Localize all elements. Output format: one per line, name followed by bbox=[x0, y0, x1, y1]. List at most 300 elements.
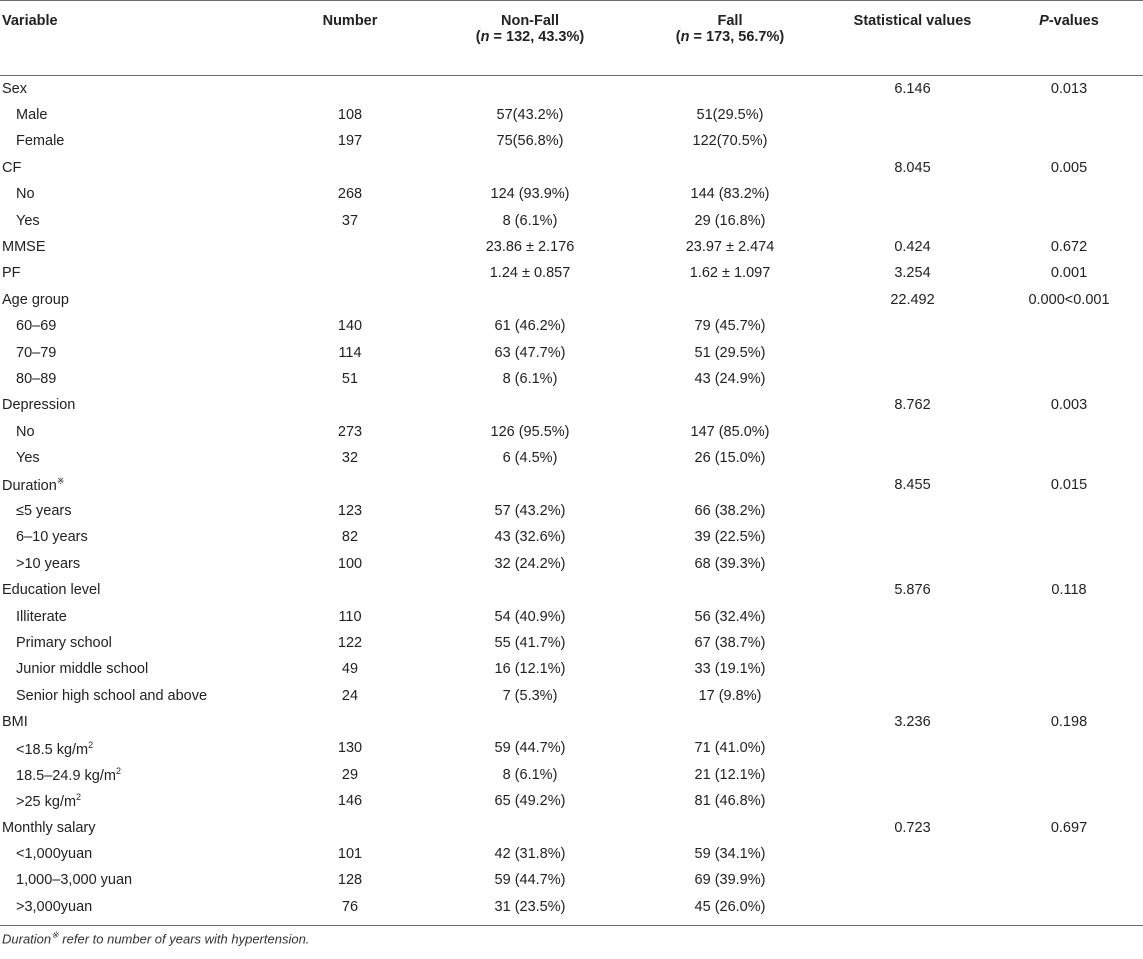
cell-nonfall bbox=[430, 735, 630, 761]
cell-variable-text: Depression bbox=[2, 397, 76, 414]
cell-number bbox=[270, 419, 430, 445]
cell-variable bbox=[0, 366, 270, 392]
cell-number bbox=[270, 709, 430, 735]
cell-p bbox=[995, 603, 1143, 629]
table-row bbox=[0, 814, 1143, 840]
table-row bbox=[0, 419, 1143, 445]
cell-number bbox=[270, 735, 430, 761]
cell-variable-text: No bbox=[16, 423, 35, 440]
cell-variable bbox=[0, 102, 270, 128]
cell-p bbox=[995, 313, 1143, 339]
cell-stat bbox=[830, 181, 995, 207]
cell-variable-text: ≤5 years bbox=[16, 502, 72, 519]
cell-nonfall-text: 59 (44.7%) bbox=[494, 872, 566, 889]
cell-stat bbox=[830, 260, 995, 286]
cell-number-text: 32 bbox=[341, 450, 359, 467]
cell-stat bbox=[830, 894, 995, 920]
cell-stat-text: 0.424 bbox=[894, 239, 931, 256]
cell-number-text: 101 bbox=[337, 846, 363, 863]
cell-nonfall bbox=[430, 419, 630, 445]
cell-fall bbox=[630, 207, 830, 233]
cell-stat bbox=[830, 656, 995, 682]
cell-stat bbox=[830, 603, 995, 629]
cell-fall bbox=[630, 445, 830, 471]
cell-fall bbox=[630, 814, 830, 840]
cell-variable-text: Yes bbox=[16, 212, 40, 229]
cell-nonfall bbox=[430, 709, 630, 735]
cell-stat-text: 8.455 bbox=[894, 476, 931, 493]
cell-nonfall-text: 124 (93.9%) bbox=[490, 186, 570, 203]
cell-fall-text: 51 (29.5%) bbox=[694, 344, 766, 361]
cell-number bbox=[270, 867, 430, 893]
cell-fall-text: 33 (19.1%) bbox=[694, 661, 766, 678]
cell-variable-text: >3,000yuan bbox=[16, 898, 93, 915]
cell-fall bbox=[630, 894, 830, 920]
cell-variable bbox=[0, 551, 270, 577]
cell-p-text: 0.005 bbox=[1050, 159, 1088, 176]
cell-number-text: 37 bbox=[341, 212, 359, 229]
table-row bbox=[0, 682, 1143, 708]
cell-number-text: 76 bbox=[341, 898, 359, 915]
cell-nonfall-text: 8 (6.1%) bbox=[502, 766, 558, 783]
table-row bbox=[0, 313, 1143, 339]
cell-p-text: 0.198 bbox=[1050, 714, 1088, 731]
cell-fall bbox=[630, 76, 830, 102]
cell-variable-sup: 2 bbox=[76, 792, 82, 803]
cell-p bbox=[995, 894, 1143, 920]
cell-fall bbox=[630, 603, 830, 629]
cell-stat-text: 0.723 bbox=[894, 819, 931, 836]
cell-p bbox=[995, 735, 1143, 761]
header-variable: Variable bbox=[2, 13, 58, 29]
cell-nonfall-text: 75(56.8%) bbox=[496, 133, 564, 150]
cell-nonfall bbox=[430, 445, 630, 471]
header-fall-rest: = 173, 56.7%) bbox=[689, 29, 785, 45]
cell-p bbox=[995, 260, 1143, 286]
table-row bbox=[0, 603, 1143, 629]
cell-p bbox=[995, 762, 1143, 788]
cell-p bbox=[995, 867, 1143, 893]
cell-number bbox=[270, 366, 430, 392]
header-nonfall: Non-Fall (n = 132, 43.3%) bbox=[475, 13, 585, 45]
cell-variable-text: Duration bbox=[2, 477, 57, 494]
cell-variable-text: No bbox=[16, 186, 35, 203]
cell-nonfall bbox=[430, 366, 630, 392]
cell-stat-text: 3.236 bbox=[894, 714, 931, 731]
cell-fall bbox=[630, 551, 830, 577]
cell-p bbox=[995, 841, 1143, 867]
cell-fall-text: 147 (85.0%) bbox=[690, 423, 770, 440]
cell-stat bbox=[830, 551, 995, 577]
header-nonfall-rest: = 132, 43.3%) bbox=[489, 29, 585, 45]
cell-nonfall-text: 57 (43.2%) bbox=[494, 502, 566, 519]
cell-variable bbox=[0, 287, 270, 313]
cell-variable-text: <1,000yuan bbox=[16, 846, 93, 863]
header-row bbox=[0, 1, 1143, 76]
cell-number-text: 29 bbox=[341, 766, 359, 783]
cell-nonfall bbox=[430, 181, 630, 207]
cell-stat bbox=[830, 102, 995, 128]
cell-stat bbox=[830, 313, 995, 339]
cell-stat-text: 8.045 bbox=[894, 159, 931, 176]
cell-fall-text: 51(29.5%) bbox=[696, 107, 764, 124]
cell-fall bbox=[630, 260, 830, 286]
header-p-rest: -values bbox=[1048, 13, 1099, 29]
header-fall-title: Fall bbox=[717, 13, 743, 29]
cell-nonfall-text: 54 (40.9%) bbox=[494, 608, 566, 625]
cell-fall bbox=[630, 577, 830, 603]
cell-variable bbox=[0, 339, 270, 365]
cell-number bbox=[270, 894, 430, 920]
cell-variable-text: <18.5 kg/m bbox=[16, 741, 89, 758]
cell-nonfall bbox=[430, 577, 630, 603]
cell-fall-text: 144 (83.2%) bbox=[690, 186, 770, 203]
table-row bbox=[0, 524, 1143, 550]
cell-fall-text: 39 (22.5%) bbox=[694, 529, 766, 546]
cell-stat bbox=[830, 682, 995, 708]
cell-p bbox=[995, 577, 1143, 603]
cell-nonfall-text: 59 (44.7%) bbox=[494, 740, 566, 757]
cell-number bbox=[270, 234, 430, 260]
cell-stat-text: 6.146 bbox=[894, 80, 931, 97]
table-row bbox=[0, 392, 1143, 418]
table-row bbox=[0, 630, 1143, 656]
bottom-rule bbox=[0, 925, 1143, 926]
cell-fall bbox=[630, 656, 830, 682]
cell-number bbox=[270, 445, 430, 471]
table-row bbox=[0, 234, 1143, 260]
cell-fall bbox=[630, 471, 830, 497]
cell-nonfall bbox=[430, 76, 630, 102]
cell-variable-text: Senior high school and above bbox=[16, 687, 208, 704]
cell-number bbox=[270, 841, 430, 867]
cell-nonfall-text: 1.24 ± 0.857 bbox=[489, 265, 571, 282]
cell-nonfall bbox=[430, 603, 630, 629]
cell-variable bbox=[0, 181, 270, 207]
cell-stat bbox=[830, 630, 995, 656]
cell-p-text: 0.672 bbox=[1050, 239, 1088, 256]
cell-number bbox=[270, 128, 430, 154]
header-stat: Statistical values bbox=[853, 13, 972, 29]
cell-fall-text: 23.97 ± 2.474 bbox=[685, 239, 775, 256]
cell-p-text: 0.000<0.001 bbox=[1028, 291, 1110, 308]
cell-variable bbox=[0, 524, 270, 550]
cell-fall bbox=[630, 841, 830, 867]
cell-fall bbox=[630, 419, 830, 445]
cell-p bbox=[995, 181, 1143, 207]
table-row bbox=[0, 656, 1143, 682]
cell-p bbox=[995, 498, 1143, 524]
cell-p bbox=[995, 339, 1143, 365]
cell-nonfall-text: 8 (6.1%) bbox=[502, 212, 558, 229]
cell-variable-sup: ※ bbox=[56, 475, 65, 486]
cell-variable bbox=[0, 577, 270, 603]
cell-stat bbox=[830, 287, 995, 313]
cell-fall bbox=[630, 682, 830, 708]
cell-variable bbox=[0, 735, 270, 761]
cell-number bbox=[270, 471, 430, 497]
cell-nonfall bbox=[430, 260, 630, 286]
cell-variable bbox=[0, 260, 270, 286]
cell-stat bbox=[830, 814, 995, 840]
cell-p bbox=[995, 392, 1143, 418]
cell-number bbox=[270, 392, 430, 418]
table-row bbox=[0, 762, 1143, 788]
table-row bbox=[0, 155, 1143, 181]
cell-stat-text: 5.876 bbox=[894, 582, 931, 599]
table-row bbox=[0, 366, 1143, 392]
table-row bbox=[0, 894, 1143, 920]
footnote-text: refer to number of years with hypertension. bbox=[58, 931, 310, 947]
cell-nonfall bbox=[430, 471, 630, 497]
cell-variable bbox=[0, 762, 270, 788]
cell-nonfall bbox=[430, 551, 630, 577]
cell-number bbox=[270, 814, 430, 840]
cell-p-text: 0.003 bbox=[1050, 397, 1088, 414]
cell-p-text: 0.118 bbox=[1051, 582, 1087, 599]
cell-p bbox=[995, 814, 1143, 840]
cell-variable bbox=[0, 498, 270, 524]
table-row bbox=[0, 339, 1143, 365]
cell-p bbox=[995, 419, 1143, 445]
cell-variable bbox=[0, 894, 270, 920]
cell-variable-text: >25 kg/m bbox=[16, 794, 77, 811]
cell-p bbox=[995, 366, 1143, 392]
cell-nonfall-text: 8 (6.1%) bbox=[502, 370, 558, 387]
table-row bbox=[0, 287, 1143, 313]
cell-number-text: 108 bbox=[337, 107, 363, 124]
cell-nonfall bbox=[430, 630, 630, 656]
cell-variable bbox=[0, 841, 270, 867]
table-row bbox=[0, 128, 1143, 154]
cell-nonfall bbox=[430, 841, 630, 867]
cell-number-text: 114 bbox=[338, 344, 362, 361]
cell-number bbox=[270, 788, 430, 814]
cell-nonfall bbox=[430, 656, 630, 682]
cell-number-text: 122 bbox=[337, 634, 363, 651]
cell-p bbox=[995, 788, 1143, 814]
cell-number-text: 51 bbox=[341, 370, 359, 387]
header-p-italic: P bbox=[1039, 13, 1049, 29]
cell-fall bbox=[630, 709, 830, 735]
table-row bbox=[0, 181, 1143, 207]
header-p bbox=[995, 1, 1143, 76]
cell-fall bbox=[630, 128, 830, 154]
cell-nonfall-text: 55 (41.7%) bbox=[494, 634, 566, 651]
cell-number bbox=[270, 76, 430, 102]
cell-stat-text: 8.762 bbox=[894, 397, 931, 414]
table-row bbox=[0, 788, 1143, 814]
cell-fall-text: 45 (26.0%) bbox=[694, 898, 766, 915]
cell-fall bbox=[630, 287, 830, 313]
cell-variable-text: 80–89 bbox=[16, 370, 57, 387]
cell-p bbox=[995, 656, 1143, 682]
cell-variable-text: 70–79 bbox=[16, 344, 57, 361]
cell-stat bbox=[830, 155, 995, 181]
table-row bbox=[0, 577, 1143, 603]
cell-variable bbox=[0, 788, 270, 814]
cell-nonfall-text: 23.86 ± 2.176 bbox=[485, 239, 575, 256]
cell-fall bbox=[630, 366, 830, 392]
table-row bbox=[0, 76, 1143, 102]
cell-variable bbox=[0, 630, 270, 656]
cell-nonfall-text: 126 (95.5%) bbox=[490, 423, 570, 440]
table-row bbox=[0, 867, 1143, 893]
table-row bbox=[0, 709, 1143, 735]
footnote-sup: ※ bbox=[51, 930, 59, 940]
cell-nonfall bbox=[430, 788, 630, 814]
cell-number-text: 110 bbox=[338, 608, 362, 625]
cell-variable-sup: 2 bbox=[115, 765, 121, 776]
cell-fall-text: 59 (34.1%) bbox=[694, 846, 766, 863]
cell-number bbox=[270, 762, 430, 788]
cell-variable bbox=[0, 656, 270, 682]
cell-fall bbox=[630, 155, 830, 181]
cell-number bbox=[270, 603, 430, 629]
table-row bbox=[0, 551, 1143, 577]
cell-p-text: 0.015 bbox=[1050, 476, 1088, 493]
cell-fall-text: 66 (38.2%) bbox=[694, 502, 766, 519]
cell-p bbox=[995, 682, 1143, 708]
header-nonfall-n: n bbox=[480, 29, 490, 45]
cell-p bbox=[995, 551, 1143, 577]
cell-fall-text: 56 (32.4%) bbox=[694, 608, 766, 625]
cell-nonfall-text: 63 (47.7%) bbox=[494, 344, 566, 361]
cell-variable bbox=[0, 867, 270, 893]
cell-nonfall bbox=[430, 234, 630, 260]
cell-fall bbox=[630, 867, 830, 893]
cell-variable-text: MMSE bbox=[2, 239, 46, 256]
cell-variable bbox=[0, 76, 270, 102]
cell-number-text: 140 bbox=[337, 318, 363, 335]
cell-stat bbox=[830, 419, 995, 445]
cell-fall-text: 1.62 ± 1.097 bbox=[689, 265, 771, 282]
cell-fall-text: 122(70.5%) bbox=[692, 133, 768, 150]
header-nonfall-title: Non-Fall bbox=[501, 13, 559, 29]
cell-nonfall-text: 42 (31.8%) bbox=[494, 846, 566, 863]
cell-variable bbox=[0, 603, 270, 629]
header-number: Number bbox=[322, 13, 378, 29]
cell-fall bbox=[630, 498, 830, 524]
cell-stat bbox=[830, 207, 995, 233]
cell-fall-text: 79 (45.7%) bbox=[694, 318, 766, 335]
cell-stat bbox=[830, 524, 995, 550]
footnote-label: Duration bbox=[2, 931, 52, 947]
cell-stat bbox=[830, 76, 995, 102]
cell-fall bbox=[630, 524, 830, 550]
cell-fall-text: 81 (46.8%) bbox=[694, 793, 766, 810]
cell-number bbox=[270, 524, 430, 550]
cell-number bbox=[270, 656, 430, 682]
cell-p bbox=[995, 76, 1143, 102]
cell-variable-text: BMI bbox=[2, 714, 28, 731]
cell-variable-text: Primary school bbox=[16, 634, 112, 651]
cell-variable-text: Monthly salary bbox=[2, 819, 96, 836]
cell-number-text: 273 bbox=[337, 423, 363, 440]
table-row bbox=[0, 207, 1143, 233]
cell-nonfall bbox=[430, 392, 630, 418]
cell-number-text: 130 bbox=[337, 740, 363, 757]
cell-nonfall-text: 6 (4.5%) bbox=[502, 450, 558, 467]
cell-nonfall-text: 61 (46.2%) bbox=[494, 318, 566, 335]
cell-fall bbox=[630, 234, 830, 260]
cell-fall bbox=[630, 630, 830, 656]
cell-variable bbox=[0, 207, 270, 233]
cell-variable bbox=[0, 682, 270, 708]
cell-variable-text: Education level bbox=[2, 582, 101, 599]
cell-stat bbox=[830, 709, 995, 735]
cell-number bbox=[270, 181, 430, 207]
cell-fall bbox=[630, 181, 830, 207]
cell-fall bbox=[630, 339, 830, 365]
cell-fall-text: 17 (9.8%) bbox=[698, 687, 762, 704]
cell-variable-text: Junior middle school bbox=[16, 661, 149, 678]
cell-variable-text: Male bbox=[16, 107, 48, 124]
table-row bbox=[0, 471, 1143, 497]
cell-fall-text: 71 (41.0%) bbox=[694, 740, 766, 757]
cell-nonfall bbox=[430, 207, 630, 233]
cell-fall bbox=[630, 102, 830, 128]
cell-number bbox=[270, 313, 430, 339]
cell-stat bbox=[830, 577, 995, 603]
table-row bbox=[0, 102, 1143, 128]
cell-stat bbox=[830, 762, 995, 788]
cell-fall-text: 68 (39.3%) bbox=[694, 555, 766, 572]
cell-nonfall-text: 31 (23.5%) bbox=[494, 898, 566, 915]
cell-stat bbox=[830, 366, 995, 392]
cell-fall-text: 43 (24.9%) bbox=[694, 370, 766, 387]
cell-number bbox=[270, 498, 430, 524]
cell-stat bbox=[830, 445, 995, 471]
cell-variable bbox=[0, 709, 270, 735]
cell-nonfall bbox=[430, 313, 630, 339]
cell-number-text: 24 bbox=[341, 687, 359, 704]
cell-nonfall bbox=[430, 498, 630, 524]
cell-p bbox=[995, 102, 1143, 128]
cell-fall bbox=[630, 762, 830, 788]
cell-nonfall bbox=[430, 287, 630, 313]
cell-p-text: 0.001 bbox=[1050, 265, 1088, 282]
cell-fall bbox=[630, 735, 830, 761]
cell-stat bbox=[830, 234, 995, 260]
cell-nonfall bbox=[430, 682, 630, 708]
cell-variable-text: CF bbox=[2, 159, 22, 176]
cell-p bbox=[995, 287, 1143, 313]
cell-p bbox=[995, 471, 1143, 497]
cell-number bbox=[270, 260, 430, 286]
cell-p bbox=[995, 445, 1143, 471]
cell-number-text: 49 bbox=[341, 661, 359, 678]
cell-variable bbox=[0, 814, 270, 840]
cell-number-text: 123 bbox=[337, 502, 363, 519]
cell-p bbox=[995, 234, 1143, 260]
cell-fall-text: 26 (15.0%) bbox=[694, 450, 766, 467]
cell-number bbox=[270, 630, 430, 656]
cell-nonfall-text: 7 (5.3%) bbox=[502, 687, 558, 704]
cell-variable-text: Age group bbox=[2, 291, 69, 308]
cell-variable-text: >10 years bbox=[16, 555, 81, 572]
cell-nonfall bbox=[430, 762, 630, 788]
table-row bbox=[0, 498, 1143, 524]
cell-number bbox=[270, 102, 430, 128]
cell-nonfall-text: 43 (32.6%) bbox=[494, 529, 566, 546]
cell-number-text: 82 bbox=[341, 529, 359, 546]
cell-fall-text: 69 (39.9%) bbox=[694, 872, 766, 889]
cell-nonfall bbox=[430, 155, 630, 181]
cell-number-text: 197 bbox=[337, 133, 363, 150]
cell-stat bbox=[830, 735, 995, 761]
cell-fall-text: 21 (12.1%) bbox=[694, 766, 766, 783]
